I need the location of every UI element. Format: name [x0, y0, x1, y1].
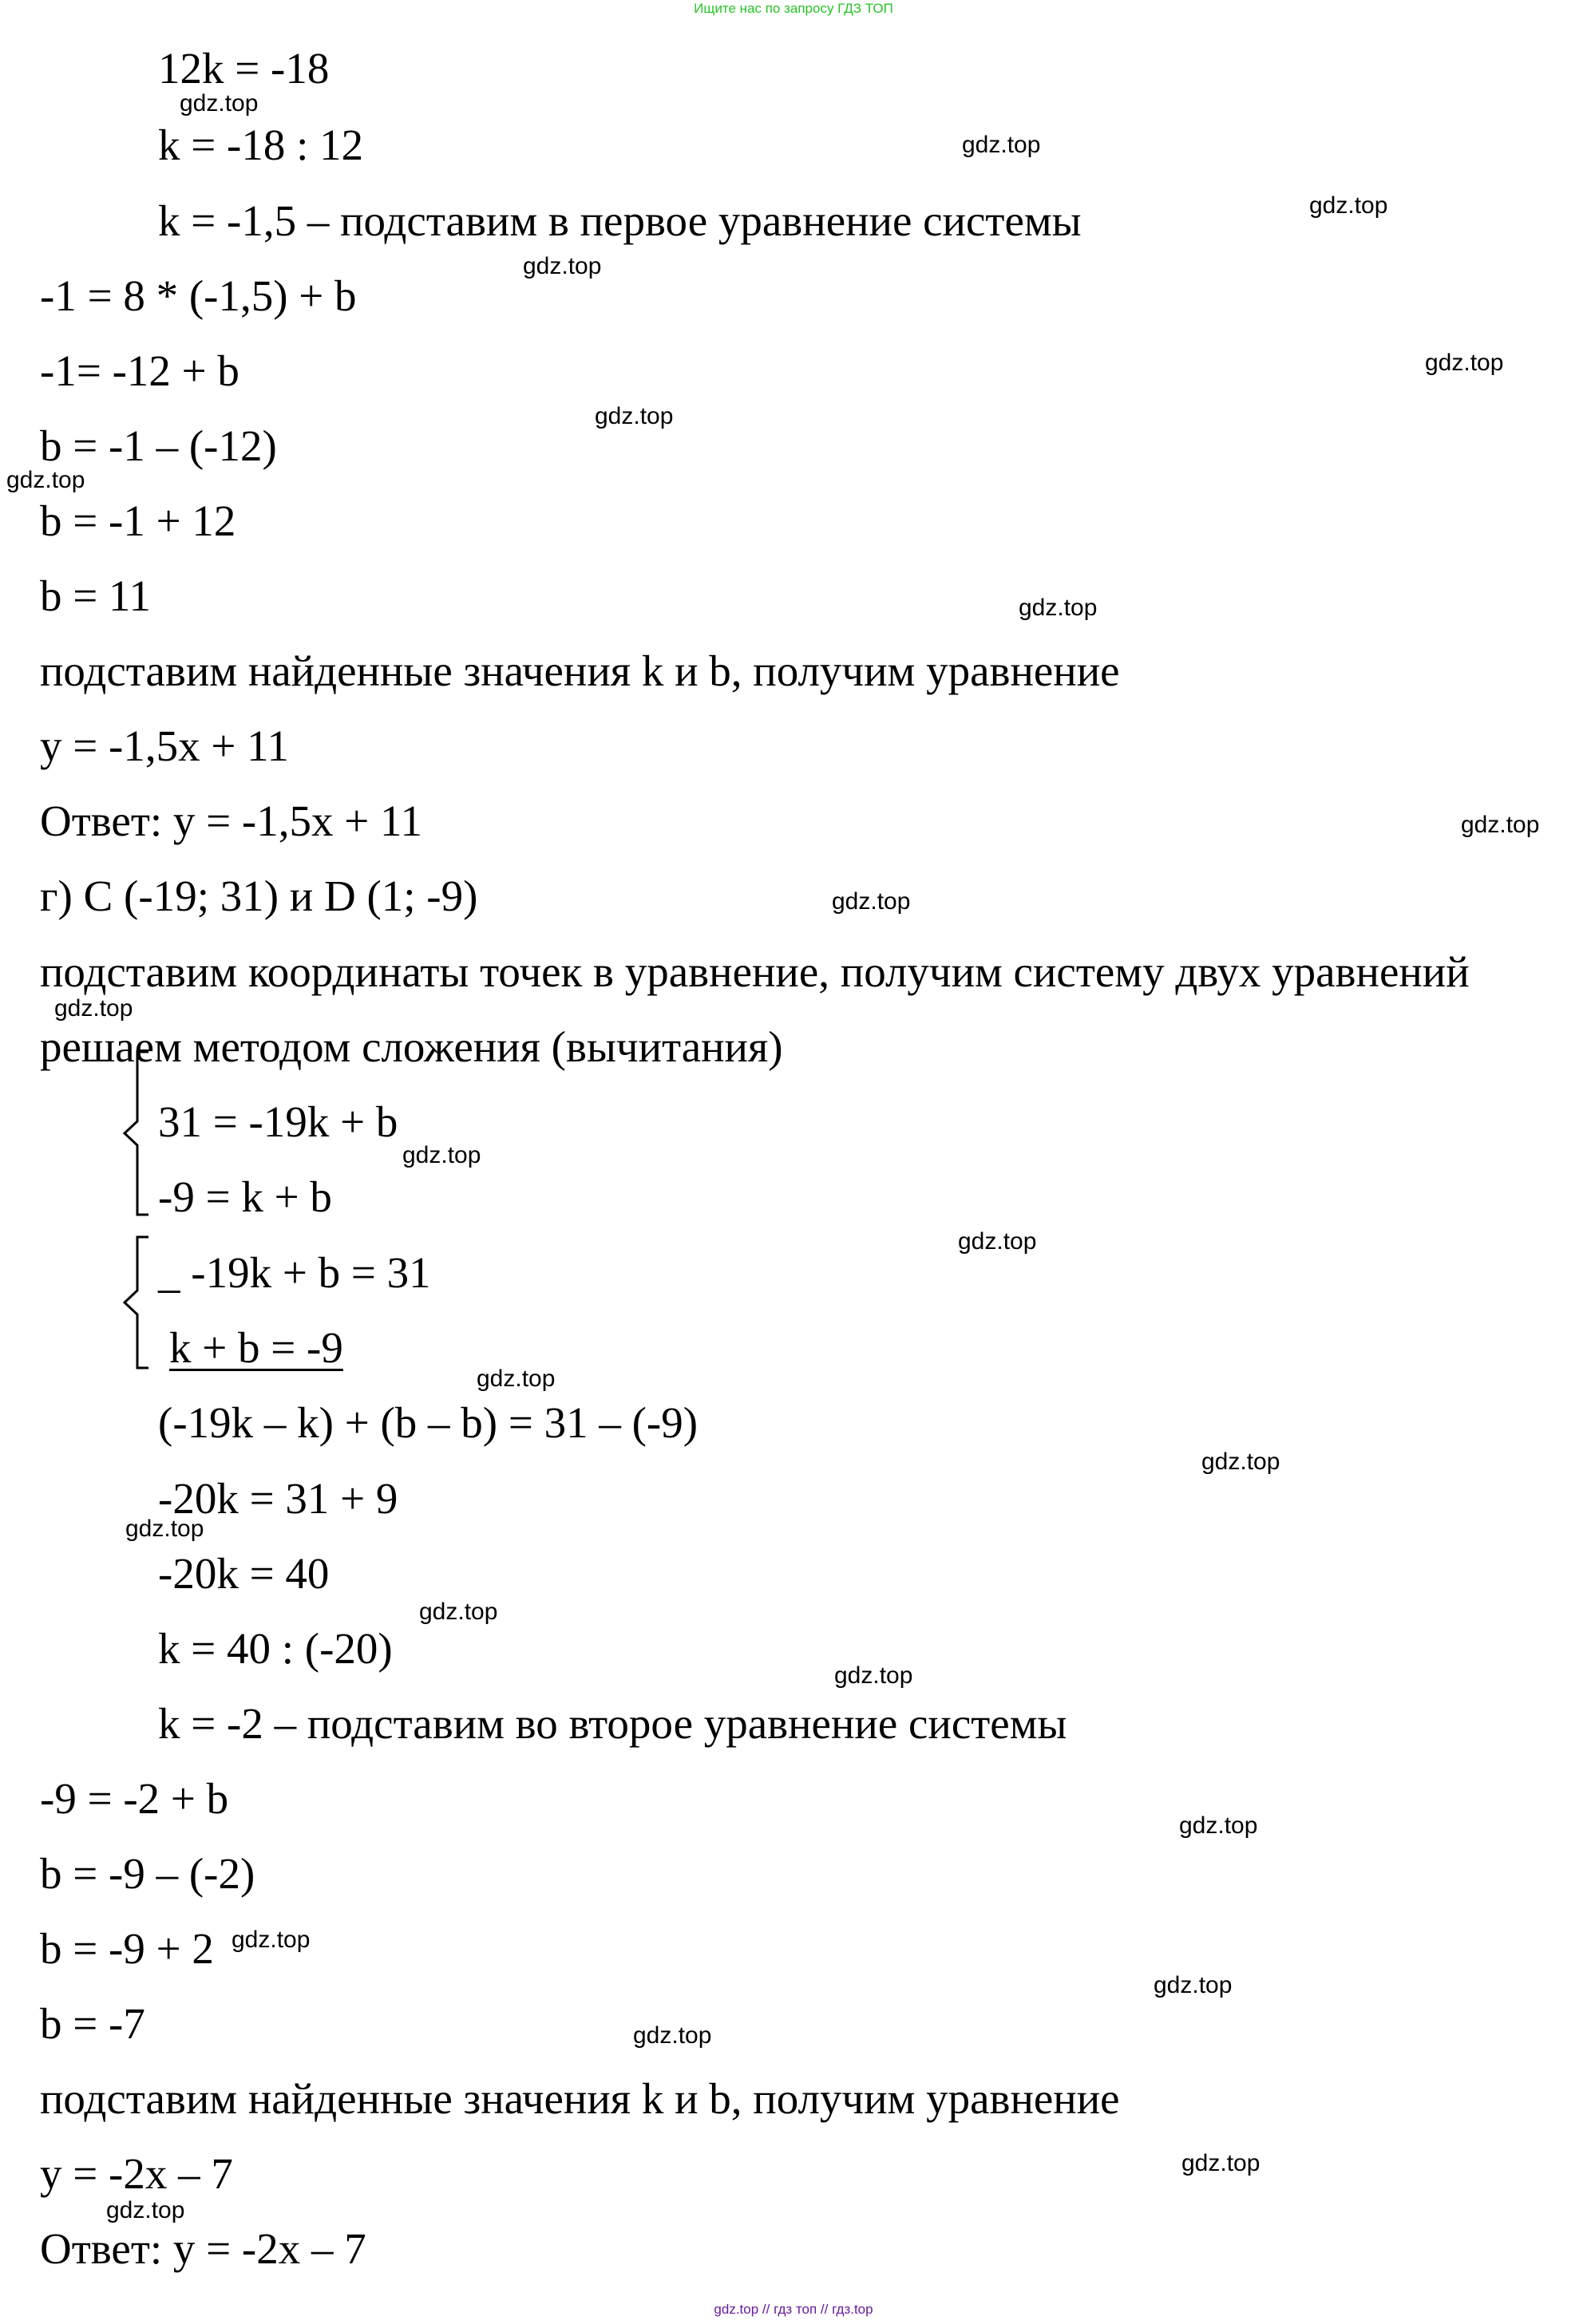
line-substitute-coords: подставим координаты точек в уравнение, получим систему двух уравнений	[40, 947, 1470, 996]
line-b-value: b = 11	[40, 571, 151, 620]
line-substitute-kb-2: подставим найденные значения k и b, получим уравнение	[40, 2074, 1120, 2123]
line-subtract: (-19k – k) + (b – b) = 31 – (-9)	[158, 1398, 699, 1447]
line-substitution: -1 = 8 * (-1,5) + b	[40, 271, 357, 320]
line-b-sum-2: b = -9 + 2	[40, 1924, 214, 1973]
watermark: gdz.top	[958, 1228, 1037, 1255]
line-b-expression-2: b = -9 – (-2)	[40, 1849, 255, 1898]
line-part-g-points: г) C (-19; 31) и D (1; -9)	[40, 872, 478, 920]
watermark: gdz.top	[232, 1927, 311, 1953]
system-1-eq-2: -9 = k + b	[158, 1172, 332, 1221]
line-answer-2: Ответ: y = -2x – 7	[40, 2224, 366, 2273]
bottom-banner: gdz.top // гдз топ // гдз.top	[714, 2302, 873, 2317]
system-1-eq-1: 31 = -19k + b	[158, 1097, 398, 1146]
system-brace-1	[120, 1049, 160, 1217]
system-2-eq-1: _ -19k + b = 31	[158, 1248, 431, 1297]
line-20k-value: -20k = 40	[158, 1549, 330, 1598]
line-equation-result: y = -1,5x + 11	[40, 721, 290, 770]
watermark: gdz.top	[962, 132, 1041, 158]
watermark: gdz.top	[1201, 1449, 1280, 1475]
line-k-division: k = -18 : 12	[158, 121, 364, 169]
watermark: gdz.top	[1019, 595, 1098, 621]
system-brace-2	[120, 1235, 160, 1370]
watermark: gdz.top	[832, 888, 911, 915]
watermark: gdz.top	[633, 2022, 712, 2049]
watermark: gdz.top	[1425, 350, 1504, 376]
line-k-value-2: k = -2 – подставим во второе уравнение системы	[158, 1699, 1067, 1748]
watermark: gdz.top	[834, 1662, 913, 1689]
line-k-division-2: k = 40 : (-20)	[158, 1624, 393, 1673]
watermark: gdz.top	[595, 403, 674, 429]
line-substitute-kb: подставим найденные значения k и b, получим уравнение	[40, 646, 1120, 695]
watermark: gdz.top	[1154, 1972, 1233, 1998]
line-b-expression: b = -1 – (-12)	[40, 421, 277, 470]
line-method: решаем методом сложения (вычитания)	[40, 1022, 783, 1071]
line-b-value-2: b = -7	[40, 1999, 145, 2048]
watermark: gdz.top	[180, 90, 259, 117]
line-equation-result-2: y = -2x – 7	[40, 2149, 233, 2198]
watermark: gdz.top	[1181, 2150, 1260, 2176]
watermark: gdz.top	[106, 2197, 185, 2223]
watermark: gdz.top	[1179, 1812, 1258, 1839]
watermark: gdz.top	[477, 1366, 556, 1392]
system-2-eq-2: k + b = -9	[169, 1323, 343, 1372]
top-banner: Ищите нас по запросу ГДЗ ТОП	[694, 1, 893, 16]
line-k-value: k = -1,5 – подставим в первое уравнение системы	[158, 196, 1082, 245]
watermark: gdz.top	[419, 1599, 498, 1625]
watermark: gdz.top	[54, 995, 133, 1022]
line-20k-sum: -20k = 31 + 9	[158, 1474, 398, 1523]
line-answer-1: Ответ: y = -1,5x + 11	[40, 796, 422, 845]
line-substitution-2: -9 = -2 + b	[40, 1774, 229, 1823]
line-b-sum: b = -1 + 12	[40, 496, 236, 545]
watermark: gdz.top	[6, 467, 85, 493]
watermark: gdz.top	[523, 253, 602, 279]
line-12k-equation: 12k = -18	[158, 44, 330, 93]
watermark: gdz.top	[1309, 192, 1388, 219]
watermark: gdz.top	[1461, 812, 1540, 838]
line-simplify: -1= -12 + b	[40, 346, 239, 395]
watermark: gdz.top	[402, 1142, 481, 1168]
watermark: gdz.top	[125, 1516, 204, 1542]
